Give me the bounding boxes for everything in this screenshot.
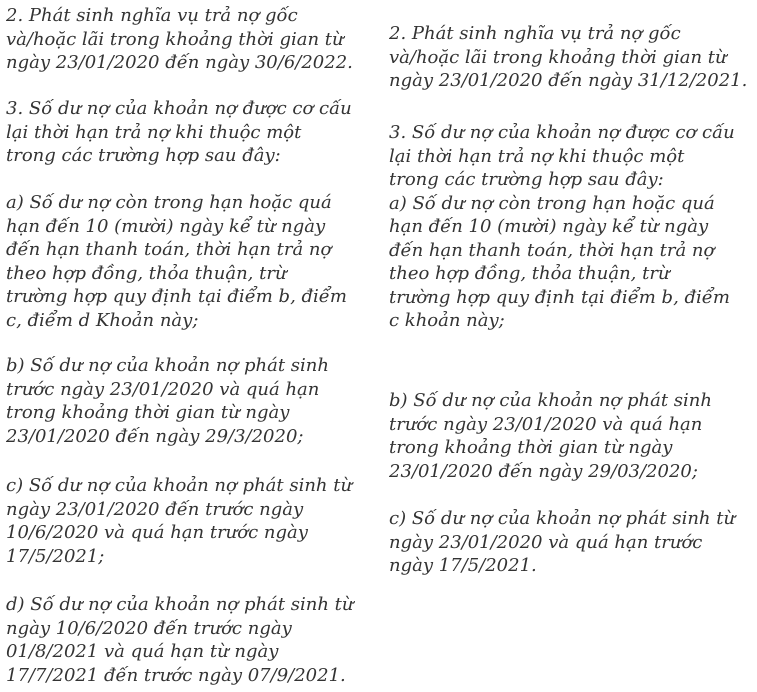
right-paragraph-3b: b) Số dư nợ của khoản nợ phát sinh trước ngày 23/01/2020 và quá hạn trong khoảng thời gian từ ngày 23/01/2020 đến ngày 29/03/2020;	[389, 390, 712, 482]
right-paragraph-3c: c) Số dư nợ của khoản nợ phát sinh từ ngày 23/01/2020 và quá hạn trước ngày 17/5/2021.	[389, 508, 736, 576]
left-paragraph-3: 3. Số dư nợ của khoản nợ được cơ cấu lại thời hạn trả nợ khi thuộc một trong các trường hợp sau đây:	[6, 98, 352, 166]
left-paragraph-3b: b) Số dư nợ của khoản nợ phát sinh trước ngày 23/01/2020 và quá hạn trong khoảng thời gian từ ngày 23/01/2020 đến ngày 29/3/2020;	[6, 355, 329, 447]
right-paragraph-2: 2. Phát sinh nghĩa vụ trả nợ gốc và/hoặc lãi trong khoảng thời gian từ ngày 23/01/2020 đến ngày 31/12/2021.	[389, 23, 748, 91]
right-paragraph-3: 3. Số dư nợ của khoản nợ được cơ cấu lại thời hạn trả nợ khi thuộc một trong các trường hợp sau đây: a) Số dư nợ còn trong hạn hoặc quá hạn đến 10 (mười) ngày kể từ ngày đến hạn thanh toán, thời hạn trả nợ theo hợp đồng, thỏa thuận, trừ trường hợp quy định tại điểm b, điểm c khoản này;	[389, 122, 735, 331]
left-paragraph-2: 2. Phát sinh nghĩa vụ trả nợ gốc và/hoặc lãi trong khoảng thời gian từ ngày 23/01/2020 đến ngày 30/6/2022.	[6, 5, 353, 73]
left-paragraph-3a: a) Số dư nợ còn trong hạn hoặc quá hạn đến 10 (mười) ngày kể từ ngày đến hạn thanh toán, thời hạn trả nợ theo hợp đồng, thỏa thuận, trừ trường hợp quy định tại điểm b, điểm c, điểm d Khoản này;	[6, 192, 347, 331]
left-paragraph-3c: c) Số dư nợ của khoản nợ phát sinh từ ngày 23/01/2020 đến trước ngày 10/6/2020 và quá hạn trước ngày 17/5/2021;	[6, 475, 353, 567]
left-paragraph-3d: d) Số dư nợ của khoản nợ phát sinh từ ngày 10/6/2020 đến trước ngày 01/8/2021 và quá hạn từ ngày 17/7/2021 đến trước ngày 07/9/2021.	[6, 594, 354, 686]
